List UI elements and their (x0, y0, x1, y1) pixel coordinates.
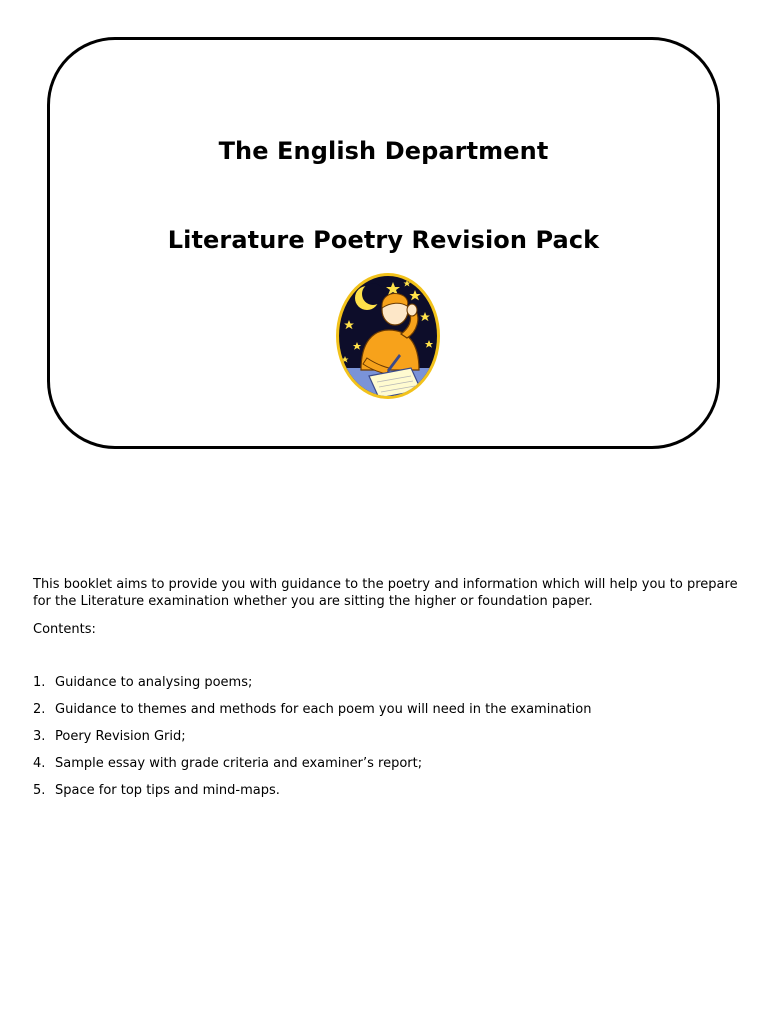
list-item (33, 674, 738, 701)
list-item-text: Sample essay with grade criteria and examiner’s report; (55, 756, 423, 771)
list-item-text: Space for top tips and mind-maps. (55, 783, 280, 798)
list-item-text: Poery Revision Grid; (55, 729, 186, 744)
student-studying-clipart (333, 272, 443, 400)
list-item (33, 728, 738, 755)
pack-title: Literature Poetry Revision Pack (167, 226, 600, 254)
list-item (33, 701, 738, 728)
list-item (33, 755, 738, 782)
intro-paragraph: This booklet aims to provide you with guidance to the poetry and information which will help you to prepare for the Literature examination whether you are sitting the higher or foundation paper. (33, 577, 738, 609)
list-item-text: Guidance to analysing poems; (55, 675, 253, 690)
list-item (33, 782, 738, 809)
list-item-number: 2. (33, 702, 46, 717)
list-item-number: 4. (33, 756, 46, 771)
list-item-text: Guidance to themes and methods for each poem you will need in the examination (55, 702, 592, 717)
contents-label: Contents: (33, 622, 96, 637)
list-item-number: 5. (33, 783, 46, 798)
department-title: The English Department (218, 137, 549, 165)
list-item-number: 3. (33, 729, 46, 744)
list-item-number: 1. (33, 675, 46, 690)
contents-list (33, 674, 738, 809)
title-box (47, 37, 720, 449)
